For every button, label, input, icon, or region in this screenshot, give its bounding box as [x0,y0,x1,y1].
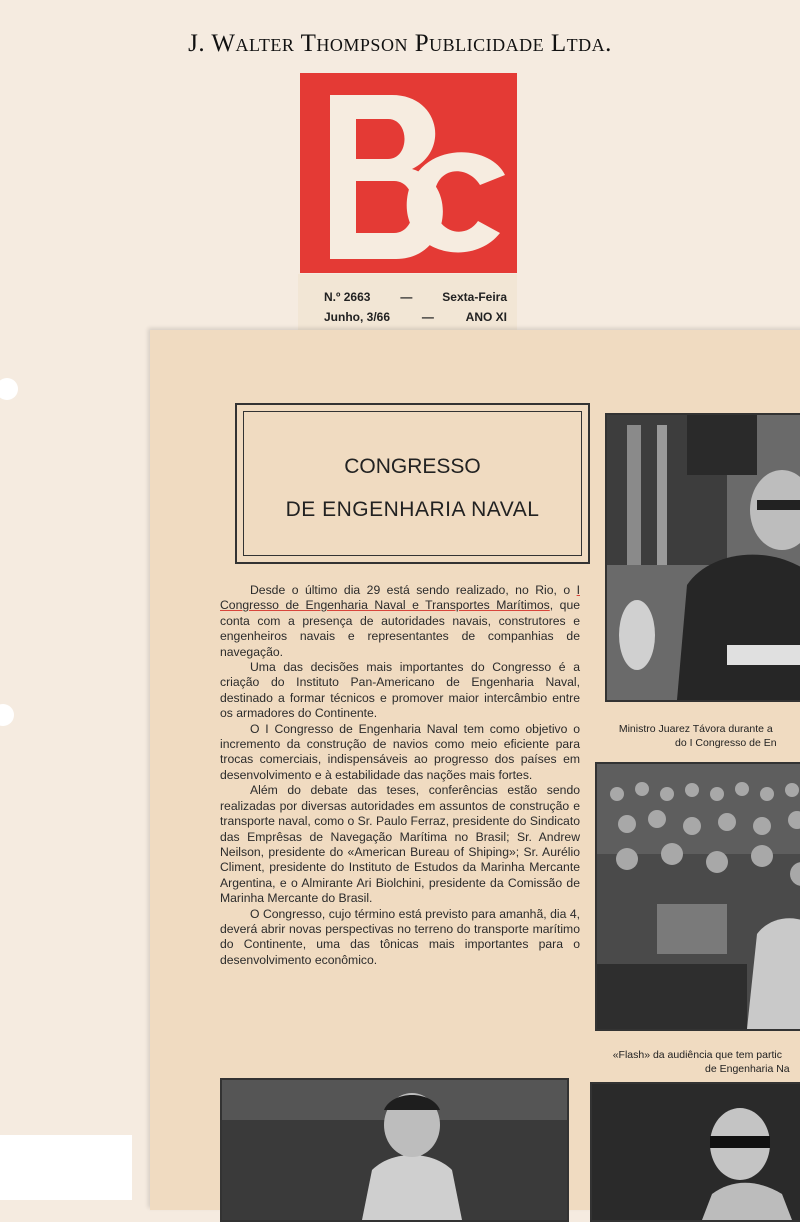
article-body [220,583,580,968]
issue-number: N.º 2663 [324,290,371,304]
underlined-event-name: I Congresso de Engenharia Naval e Transportes Marítimos [220,583,580,613]
issue-weekday: Sexta-Feira [442,290,507,304]
issue-dash: — [400,290,413,304]
article-paragraph: Desde o último dia 29 está sendo realizado, no Rio, o I Congresso de Engenharia Naval e Transportes Marítimos, que conta com a presença de autoridades navais, construtores e engenheiros navais e representantes de companhias de navegação. [220,583,581,659]
headline-line1: CONGRESSO [344,455,481,478]
article-paragraph: O Congresso, cujo término está previsto para amanhã, dia 4, deverá abrir novas perspectivas no terreno do transporte marítimo do Continente, uma das tônicas mais importantes para o desenvolvimento econômico. [220,906,580,967]
article-paragraph: Uma das decisões mais importantes do Congresso é a criação do Instituto Pan-Americano de Engenharia Naval, destinado a formar técnicos e promover maior intercâmbio entre os armadores do Continente. [220,660,580,721]
issue-dash: — [421,310,434,324]
issue-date: Junho, 3/66 [324,310,391,324]
photo-bottom-right [590,1082,800,1222]
caption-photo1: Ministro Juarez Távora durante a do I Congresso de En [618,723,777,749]
bc-logo [300,73,517,273]
issue-info [298,274,517,336]
punch-hole [0,704,14,726]
caption-photo2: «Flash» da audiência que tem partic de Engenharia Na [612,1049,790,1075]
headline-box [235,403,590,564]
paper-corner [0,1135,132,1200]
letterhead: J. Walter Thompson Publicidade Ltda. [188,30,612,57]
article-paragraph: Além do debate das teses, conferências estão sendo realizadas por diversas autoridades em assuntos de construção e transporte naval, como o Sr. Paulo Ferraz, presidente do Sindicato das Emprêsas de Navegação Marítima no Brasil; Sr. Andrew Neilson, presidente do «American Bureau of Shiping»; Sr. Aurélio Climent, presidente do Instituto de Estudos da Marinha Mercante Argentina, e o Almirante Ari Biolchini, presidente da Comissão de Marinha Mercante do Brasil. [220,783,580,906]
photo-audience [595,762,800,1031]
punch-hole [0,378,18,400]
headline-line2: DE ENGENHARIA NAVAL [285,498,540,521]
photo-bottom-left [220,1078,569,1222]
issue-year: ANO XI [465,310,507,324]
newspaper-clipping [150,330,800,1210]
photo-minister [605,413,800,702]
article-paragraph: O I Congresso de Engenharia Naval tem como objetivo o incremento da construção de navios como meio eficiente para trocas comerciais, indispensáveis ao progresso dos países em desenvolvimento e à estabilidade das nações mais fortes. [220,721,580,782]
